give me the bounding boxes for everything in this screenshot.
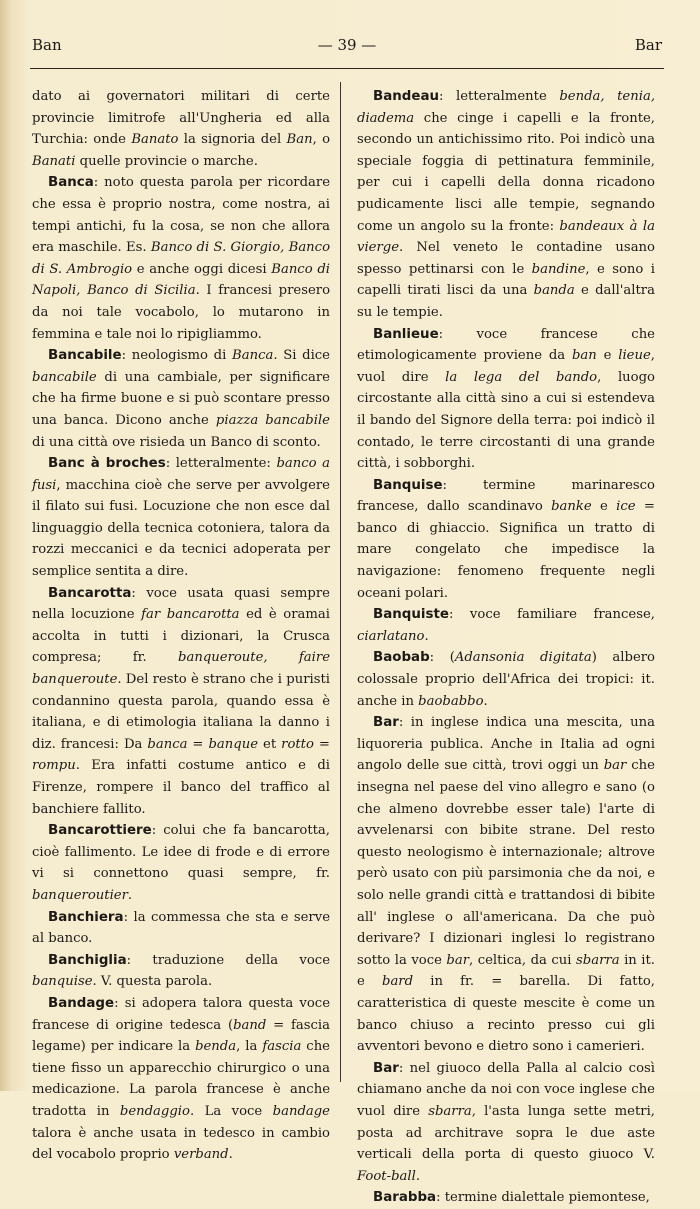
- dictionary-entry: [357, 1187, 655, 1209]
- dictionary-entry: [357, 604, 655, 647]
- italic-term: banqueroute, faire banqueroute: [32, 650, 330, 688]
- italic-term: la lega del bando: [445, 369, 598, 385]
- entry-text: : in inglese indica una mescita, una liquoreria publica. Anche in Italia ad ogni angolo delle sue città, trovi oggi un: [357, 715, 655, 774]
- entry-text: : voce familiare francese,: [448, 607, 655, 623]
- entry-text: : noto questa parola per ricordare che essa è proprio nostra, come nostra, ai tempi antichi, fu la cosa, se non che allora era maschile. Es.: [32, 175, 330, 256]
- header-left-guideword: Ban: [32, 36, 62, 54]
- italic-term: Banco di Napoli, Banco di Sicilia: [32, 261, 330, 299]
- entry-headword: Banquise: [373, 477, 443, 493]
- dictionary-entry: [32, 172, 330, 345]
- entry-text: , macchina cioè che serve per avvolgere il filato sui fusi. Locuzione che non esce dal linguaggio della tecnica cotoniera, talora da rozzi meccanici e da tecnici adoperata per semplice sentita a dire.: [32, 477, 330, 580]
- italic-term: lieue: [618, 348, 651, 364]
- italic-term: benda, tenia, diadema: [357, 89, 656, 126]
- italic-term: banqueroutier: [32, 887, 128, 903]
- dictionary-entry: [357, 475, 655, 605]
- italic-term: benda: [195, 1039, 237, 1055]
- entry-text: che tiene fisso un apparecchio chirurgico o una medicazione. La parola francese è anche tradotta in: [32, 1039, 330, 1119]
- entry-text: : termine marinaresco francese, dallo scandinavo: [357, 477, 655, 515]
- column-divider: [340, 82, 341, 1082]
- italic-term: band: [233, 1017, 267, 1033]
- dictionary-entry: [32, 583, 330, 821]
- entry-text: dato ai governatori militari di certe provincie limitrofe all'Ungheria ed alla Turchia: onde: [32, 89, 330, 148]
- italic-term: bar: [446, 952, 470, 968]
- italic-term: Banca: [232, 348, 274, 364]
- header-rule: [30, 68, 664, 69]
- entry-text: in it. e: [357, 952, 655, 990]
- italic-term: Adansonia digitata: [454, 650, 592, 666]
- page-number: — 39 —: [317, 36, 377, 54]
- entry-text: =: [187, 736, 209, 752]
- entry-headword: Banquiste: [373, 607, 449, 623]
- entry-text: , e sono i capelli tirati lisci da una: [357, 261, 655, 299]
- italic-term: banquise: [32, 974, 93, 990]
- italic-term: bar: [603, 758, 627, 774]
- entry-text: , la: [236, 1039, 263, 1055]
- entry-text: , vuol dire: [357, 348, 655, 385]
- entry-text: .: [424, 628, 429, 644]
- entry-text: =: [313, 736, 330, 752]
- entry-text: = fascia legame) per indicare la: [32, 1017, 330, 1055]
- entry-text: : traduzione della voce: [126, 952, 330, 968]
- italic-term: banda: [533, 283, 575, 299]
- entry-text: : la commessa che sta e serve al banco.: [32, 909, 330, 947]
- italic-term: banque: [208, 736, 259, 752]
- entry-headword: Banc à broches: [48, 456, 166, 472]
- entry-text: . Era infatti costume antico e di Firenze, rompere il banco del traffico al banchiere fallito.: [32, 758, 330, 817]
- entry-text: : voce francese che etimologicamente proviene da: [357, 326, 655, 364]
- dictionary-entry: [32, 453, 330, 583]
- dictionary-entry: [32, 820, 330, 906]
- entry-text: talora è anche usata in tedesco in cambio del vocabolo proprio: [32, 1125, 330, 1163]
- italic-term: bendaggio: [119, 1103, 190, 1119]
- entry-text: che insegna nel paese del vino allegro e sano (o che almeno dovrebbe esser tale) l'arte di avvelenarsi con bibite strane. Del resto questo neologismo è internazionale; altrove però usato con più parsimonia che da noi, e solo nelle grandi città e trattandosi di bibite all' inglese o all'americana. Da che può derivare? I dizionari inglesi lo registrano sotto la voce: [357, 758, 655, 968]
- dictionary-entry: [357, 1058, 655, 1188]
- dictionary-entry: [357, 86, 655, 324]
- entry-headword: Baobab: [373, 650, 430, 666]
- entry-text: in fr. = barella. Di fatto, caratteristica di queste mescite è come un banco chiuso a recinto presso cui gli avventori bevono e dietro sono i camerieri.: [357, 974, 656, 1055]
- entry-text: : (: [429, 650, 455, 666]
- entry-text: di una città ove risieda un Banco di sconto.: [32, 434, 321, 450]
- entry-text: , o: [312, 132, 331, 148]
- entry-text: la signoria del: [178, 132, 287, 148]
- italic-term: Ban: [286, 132, 313, 148]
- dictionary-entry: [357, 712, 655, 1058]
- entry-headword: Bandage: [48, 995, 115, 1011]
- italic-term: bandine: [531, 261, 586, 277]
- entry-text: . I francesi presero da noi tale vocabolo, lo mutarono in femmina e tale noi lo ripigliammo.: [32, 283, 331, 342]
- entry-headword: Bandeau: [373, 89, 440, 104]
- entry-headword: Bar: [373, 715, 399, 731]
- italic-term: piazza bancabile: [215, 412, 330, 428]
- entry-text: .: [228, 1147, 233, 1163]
- entry-text: : letteralmente: [439, 89, 560, 104]
- entry-text: : termine dialettale piemontese,: [436, 1190, 650, 1206]
- entry-headword: Banchiera: [48, 909, 124, 925]
- entry-text: : si adopera talora questa voce francese di origine tedesca (: [32, 995, 330, 1033]
- italic-term: bandage: [272, 1103, 330, 1119]
- dictionary-entry: [357, 324, 655, 475]
- entry-headword: Bancarottiere: [48, 823, 152, 839]
- italic-term: fascia: [262, 1039, 302, 1055]
- italic-term: ban: [571, 348, 597, 364]
- italic-term: Foot-ball: [357, 1168, 416, 1184]
- italic-term: rotto: [281, 736, 314, 752]
- italic-term: bard: [382, 974, 414, 990]
- entry-text: = banco di ghiaccio. Significa un tratto di mare congelato che impedisce la navigazione: fenomeno frequente negli oceani polari.: [357, 499, 655, 601]
- entry-text: : nel giuoco della Palla al calcio così chiamano anche da noi con voce inglese che vuol dire: [357, 1060, 655, 1119]
- italic-term: sbarra: [576, 952, 620, 968]
- entry-text: . V. questa parola.: [92, 974, 213, 990]
- entry-text: . Si dice: [273, 348, 330, 364]
- entry-headword: Barabba: [373, 1190, 437, 1206]
- entry-text: quelle provincie o marche.: [75, 153, 258, 169]
- dictionary-entry: [32, 993, 330, 1166]
- italic-term: verband: [173, 1147, 229, 1163]
- entry-text: e dall'altra su le tempie.: [357, 283, 655, 320]
- dictionary-entry: [32, 345, 330, 453]
- italic-term: sbarra: [428, 1103, 472, 1119]
- entry-text: .: [127, 887, 133, 903]
- entry-text: et: [258, 736, 282, 752]
- entry-text: .: [415, 1168, 421, 1184]
- header-right-guideword: Bar: [634, 36, 662, 54]
- dictionary-entry: [32, 907, 330, 950]
- left-column: [32, 86, 330, 1166]
- running-header: [32, 36, 662, 58]
- italic-term: banco a fusi: [32, 456, 330, 493]
- right-column: [357, 86, 655, 1209]
- entry-text: e anche oggi dicesi: [132, 261, 272, 277]
- entry-text: ) albero colossale proprio dell'Africa dei tropici: it. anche in: [357, 650, 655, 709]
- entry-text: e: [596, 348, 619, 364]
- entry-text: .: [483, 693, 488, 709]
- entry-text: di una cambiale, per significare che ha firme buone e si può scontare presso una banca. Dicono anche: [32, 369, 330, 428]
- entry-text: , luogo circostante alla città sino a cui si estendeva il bando del Signore della terra: poi indicò il contado, le terre circostanti di una grande città, i sobborghi.: [357, 369, 655, 472]
- italic-term: far bancarotta: [141, 607, 240, 623]
- italic-term: banke: [551, 499, 592, 515]
- entry-text: : letteralmente:: [165, 456, 277, 472]
- italic-term: Banato: [131, 132, 179, 148]
- italic-term: Banati: [32, 153, 76, 169]
- italic-term: ciarlatano: [357, 628, 425, 644]
- entry-text: e: [591, 499, 617, 515]
- entry-headword: Banca: [48, 175, 94, 191]
- italic-term: ice: [616, 499, 636, 515]
- italic-term: Banco di S. Giorgio, Banco di S. Ambrogio: [32, 240, 331, 277]
- entry-text: : voce usata quasi sempre nella locuzione: [32, 585, 330, 623]
- entry-text: , l'asta lunga sette metri, posta ad architrave sopra le due aste verticali della porta di questo giuoco V.: [357, 1103, 655, 1163]
- dictionary-entry: [357, 647, 655, 712]
- entry-text: : colui che fa bancarotta, cioè fallimento. Le idee di frode e di errore vi si connettono quasi sempre, fr.: [32, 823, 330, 882]
- italic-term: baobabbo: [418, 693, 484, 709]
- entry-headword: Bancabile: [48, 348, 122, 364]
- italic-term: bandeaux à la vierge: [357, 218, 655, 256]
- italic-term: banca: [147, 736, 188, 752]
- entry-text: . La voce: [189, 1103, 273, 1119]
- italic-term: rompu: [32, 758, 76, 774]
- dictionary-entry: [32, 950, 330, 993]
- entry-continuation: [32, 86, 330, 172]
- entry-headword: Banlieue: [373, 326, 439, 342]
- entry-text: che cinge i capelli e la fronte, secondo un antichissimo rito. Poi indicò una speciale foggia di pettinatura femminile, per cui i capelli della donna ricadono pudicamente lisci alle tempie, segnando come un angolo su la fronte:: [357, 110, 655, 234]
- entry-text: . Del resto è strano che i puristi condannino questa parola, quando essa è italiana, e di etimologia italiana la danno i diz. francesi: Da: [32, 672, 330, 752]
- entry-text: , celtica, da cui: [469, 952, 577, 968]
- entry-headword: Banchiglia: [48, 952, 127, 968]
- italic-term: bancabile: [32, 369, 97, 385]
- entry-headword: Bancarotta: [48, 585, 132, 601]
- entry-text: . Nel veneto le contadine usano spesso pettinarsi con le: [357, 240, 655, 277]
- entry-text: ed è oramai accolta in tutti i dizionari, la Crusca compresa; fr.: [32, 607, 330, 666]
- entry-text: : neologismo di: [121, 348, 233, 364]
- entry-headword: Bar: [373, 1060, 399, 1076]
